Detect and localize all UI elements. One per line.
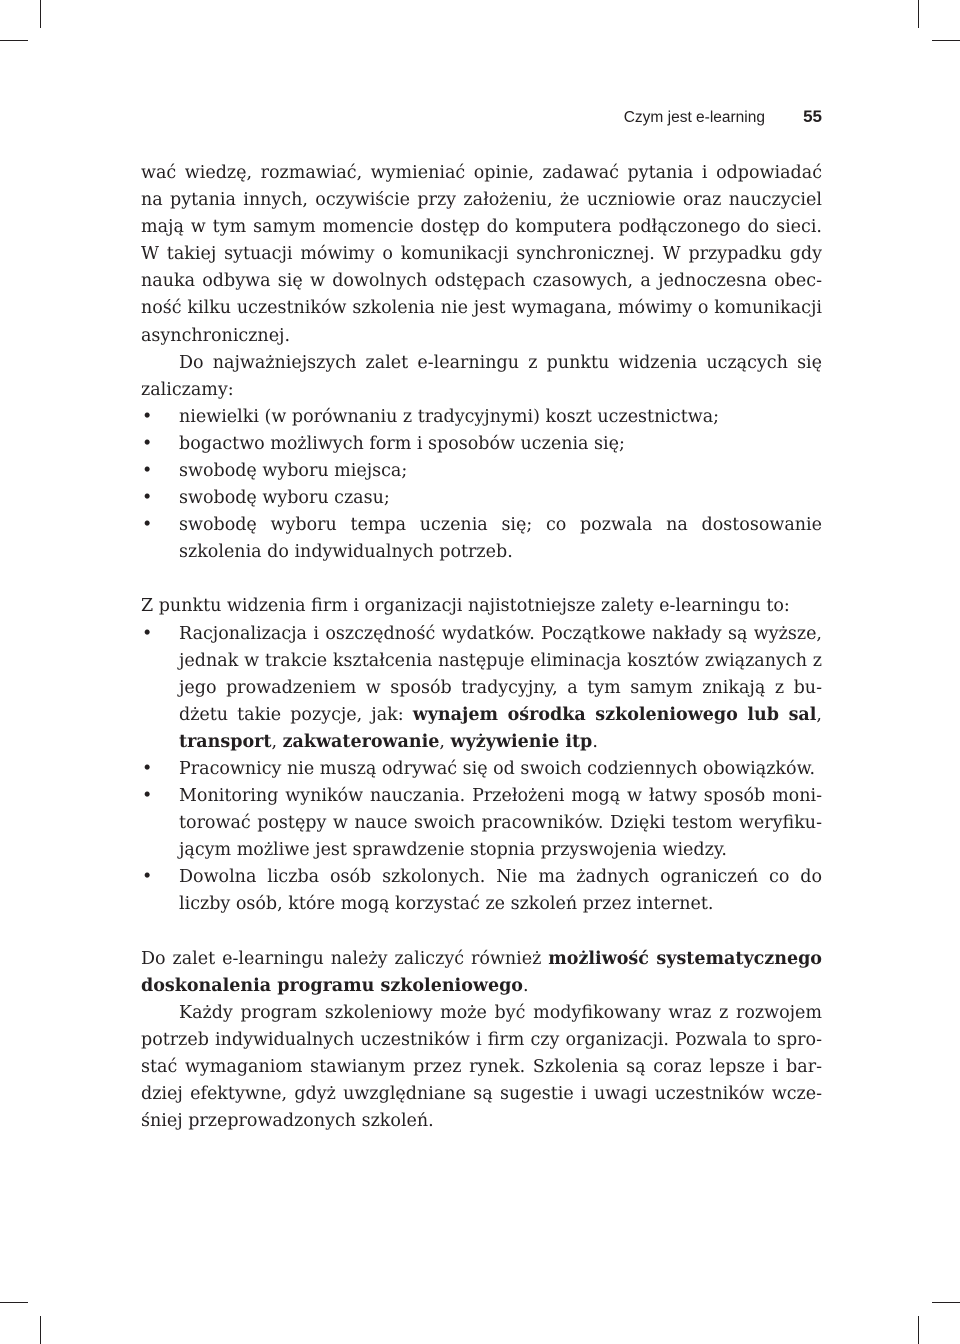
bold-term: możliwość systematycznego doskonalenia programu szkoleniowego: [141, 948, 822, 996]
list-item: • swobodę wyboru miejsca;: [141, 458, 822, 485]
list-item: • swobodę wyboru czasu;: [141, 485, 822, 512]
firm-advantages-list: [141, 621, 822, 919]
crop-mark-bottom-right-v: [918, 1316, 919, 1344]
paragraph-firm-advantages-intro: Z punktu widzenia firm i organizacji najistotniejsze zalety e-learningu to:: [141, 596, 790, 617]
crop-mark-top-right-h: [932, 40, 960, 41]
page-body: [141, 160, 822, 1135]
bold-term: wyżywienie itp: [450, 731, 593, 752]
item-text: Racjonalizacja i oszczędność wydatków. Początkowe nakłady są wyższe, jednak w trakcie kształcenia następuje eliminacja kosztów związanych z jego prowadzeniem w sposób tradycyjny, a tym samym znikają z budżetu takie pozycje, jak:: [179, 623, 822, 725]
bold-term: transport: [179, 731, 272, 752]
list-item: • Dowolna liczba osób szkolonych. Nie ma żadnych ograniczeń co do liczby osób, które mogą korzystać ze szkoleń przez internet.: [141, 864, 822, 918]
crop-mark-bottom-left-h: [0, 1302, 28, 1303]
paragraph-program-modification: Każdy program szkoleniowy może być modyfikowany wraz z rozwojem potrzeb indywidualnych uczestników i firm czy organizacji. Pozwala to sprostać wymaganiom stawianym przez rynek. Szkolenia są coraz lepsze i bardziej efektywne, gdyż uwzględniane są sugestie i uwagi uczestników wcześniej przeprowadzonych szkoleń.: [141, 1002, 822, 1132]
separator: ,: [816, 704, 822, 725]
separator: ,: [439, 731, 451, 752]
separator: ,: [271, 731, 283, 752]
running-title: Czym jest e-learning: [623, 109, 765, 126]
paragraph-end: .: [522, 975, 529, 996]
paragraph-communication: wać wiedzę, rozmawiać, wymieniać opinie, zadawać pytania i odpowiadać na pytania innych, oczywiście przy założeniu, że uczniowie oraz nauczyciel mają w tym samym momencie dostęp do komputera podłączonego do sieci. W takiej sytuacji mówimy o komunikacji synchronicznej. W przypadku gdy nauka odbywa się w dowolnych odstępach czasowych, a jednoczesna obecność kilku uczestników szkolenia nie jest wymagana, mówimy o komunikacji asynchronicznej.: [141, 163, 822, 346]
spacer: [141, 566, 822, 593]
running-header: [0, 107, 822, 131]
list-item: • bogactwo możliwych form i sposobów uczenia się;: [141, 431, 822, 458]
list-item: • Pracownicy nie muszą odrywać się od swoich codziennych obowiązków.: [141, 756, 822, 783]
crop-mark-top-right-v: [918, 0, 919, 28]
crop-mark-bottom-left-v: [40, 1316, 41, 1344]
learner-advantages-list: [141, 404, 822, 567]
crop-mark-top-left-h: [0, 40, 28, 41]
item-end: .: [592, 731, 598, 752]
list-item: • Monitoring wyników nauczania. Przełożeni mogą w łatwy sposób monitorować postępy w nauce swoich pracowników. Dzięki testom weryfikującym możliwe jest sprawdzenie stopnia przyswojenia wiedzy.: [141, 783, 822, 864]
paragraph-continuous-improvement: [141, 946, 822, 1000]
bold-term: zakwaterowanie: [282, 731, 440, 752]
crop-mark-top-left-v: [40, 0, 41, 28]
list-item: • swobodę wyboru tempa uczenia się; co pozwala na dostosowanie szkolenia do indywidualnych potrzeb.: [141, 512, 822, 566]
bold-term: wynajem ośrodka szkoleniowego lub sal: [412, 704, 817, 725]
crop-mark-bottom-right-h: [932, 1302, 960, 1303]
spacer: [141, 919, 822, 946]
paragraph-text: Do zalet e-learningu należy zaliczyć również: [141, 948, 549, 969]
paragraph-learner-advantages-intro: Do najważniejszych zalet e-learningu z punktu widzenia uczących się zaliczamy:: [141, 352, 822, 400]
list-item: • niewielki (w porównaniu z tradycyjnymi) koszt uczestnictwa;: [141, 404, 822, 431]
list-item: [141, 621, 822, 756]
page-number: 55: [803, 107, 822, 126]
